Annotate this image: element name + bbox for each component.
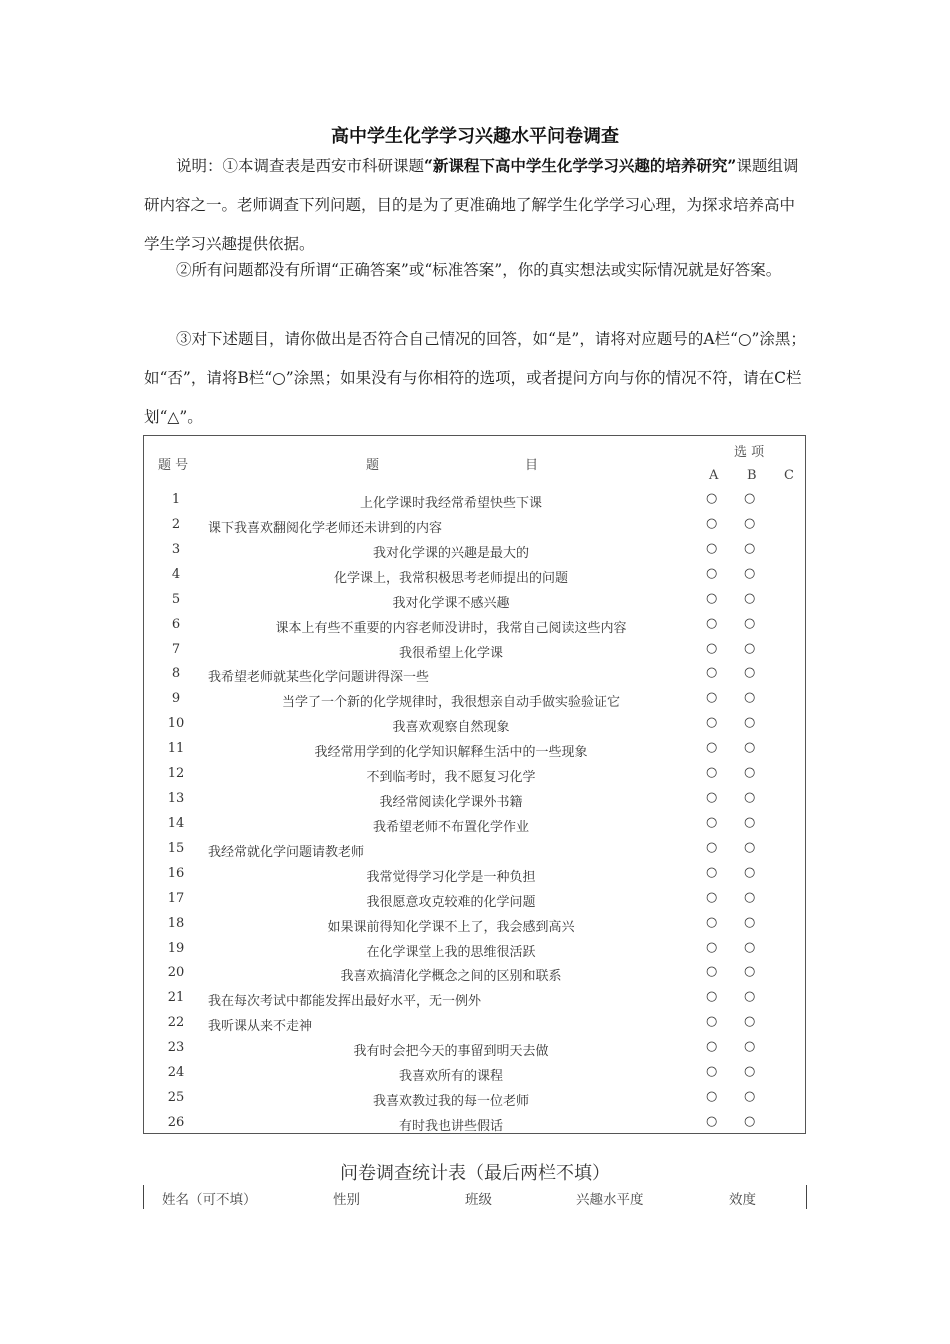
table-row: [144, 887, 805, 912]
option-b-circle[interactable]: ○: [744, 590, 756, 606]
option-a-circle[interactable]: ○: [706, 790, 718, 806]
header-question-1: 题: [366, 458, 380, 473]
header-col-c: C: [784, 468, 794, 483]
option-a-circle[interactable]: ○: [706, 740, 718, 756]
question-number: 6: [171, 616, 181, 632]
option-a-circle[interactable]: ○: [706, 615, 718, 631]
table-row: [144, 538, 805, 563]
survey-table: [143, 435, 806, 1134]
question-text: 我希望老师不布置化学作业: [372, 819, 529, 835]
option-b-circle[interactable]: ○: [744, 889, 756, 905]
instruction-2: ②所有问题都没有所谓“正确答案”或“标准答案”，你的真实想法或实际情况就是好答案。: [176, 261, 782, 279]
question-text: 我听课从来不走神: [208, 1019, 313, 1035]
question-number: 14: [167, 815, 185, 831]
question-text: 我很希望上化学课: [398, 645, 503, 661]
table-row: [144, 1086, 805, 1111]
option-b-circle[interactable]: ○: [744, 615, 756, 631]
option-a-circle[interactable]: ○: [706, 765, 718, 781]
question-number: 5: [171, 591, 181, 607]
question-text: 我喜欢所有的课程: [398, 1069, 503, 1085]
option-b-circle[interactable]: ○: [744, 690, 756, 706]
table-row: [144, 563, 805, 588]
option-a-circle[interactable]: ○: [706, 690, 718, 706]
instruction-1: [144, 146, 806, 264]
question-number: 8: [171, 666, 181, 682]
option-a-circle[interactable]: ○: [706, 491, 718, 506]
option-b-circle[interactable]: ○: [744, 790, 756, 806]
option-a-circle[interactable]: ○: [706, 864, 718, 880]
stats-col-name: 姓名（可不填）: [162, 1192, 257, 1208]
option-b-circle[interactable]: ○: [744, 665, 756, 681]
stats-col-interest: 兴趣水平度: [576, 1192, 644, 1208]
question-text: 我有时会把今天的事留到明天去做: [353, 1044, 549, 1060]
instruction-1-suffix: 课题组调研内容之一。老师调查下列问题，目的是为了更准确地了解学生化学学习心理，为探求培养高中学生学习兴趣提供依据。: [144, 157, 799, 253]
option-a-circle[interactable]: ○: [706, 1014, 718, 1030]
question-text: 我希望老师就某些化学问题讲得深一些: [208, 670, 430, 686]
option-b-circle[interactable]: ○: [744, 864, 756, 880]
question-number: 26: [167, 1115, 185, 1130]
header-col-b: B: [747, 468, 757, 483]
option-a-circle[interactable]: ○: [706, 1114, 718, 1129]
question-text: 我在每次考试中都能发挥出最好水平，无一例外: [208, 994, 482, 1010]
question-text: 我对化学课不感兴趣: [392, 595, 510, 611]
option-b-circle[interactable]: ○: [744, 740, 756, 756]
question-number: 17: [167, 890, 185, 906]
table-row: [144, 787, 805, 812]
option-a-circle[interactable]: ○: [706, 889, 718, 905]
table-row: [144, 613, 805, 638]
option-b-circle[interactable]: ○: [744, 565, 756, 581]
option-b-circle[interactable]: ○: [744, 491, 756, 506]
question-text: 我经常就化学问题请教老师: [208, 844, 365, 860]
table-row: [144, 986, 805, 1011]
option-b-circle[interactable]: ○: [744, 1089, 756, 1105]
question-number: 10: [167, 716, 185, 732]
option-b-circle[interactable]: ○: [744, 1014, 756, 1030]
table-row: [144, 1011, 805, 1036]
stats-border-right: [806, 1185, 807, 1209]
project-name: “新课程下高中学生化学学习兴趣的培养研究”: [424, 156, 737, 175]
question-text: 上化学课时我经常希望快些下课: [359, 496, 542, 511]
option-b-circle[interactable]: ○: [744, 989, 756, 1005]
instruction-3: ③对下述题目，请你做出是否符合自己情况的回答，如“是”，请将对应题号的A栏“○”涂黑；如“否”，请将B栏“○”涂黑；如果没有与你相符的选项，或者提问方向与你的情况不符，请在C栏划“△”。: [144, 330, 806, 426]
table-row: [144, 862, 805, 887]
header-options: 选 项: [734, 445, 765, 460]
question-text: 化学课上，我常积极思考老师提出的问题: [333, 570, 568, 586]
table-row: [144, 1036, 805, 1061]
option-b-circle[interactable]: ○: [744, 1064, 756, 1080]
stats-title: 问卷调查统计表（最后两栏不填）: [340, 1163, 610, 1184]
table-row: [144, 837, 805, 862]
question-number: 25: [167, 1090, 185, 1106]
question-number: 22: [167, 1015, 185, 1031]
question-number: 19: [167, 940, 185, 956]
option-a-circle[interactable]: ○: [706, 1039, 718, 1055]
option-b-circle[interactable]: ○: [744, 839, 756, 855]
option-a-circle[interactable]: ○: [706, 964, 718, 980]
option-a-circle[interactable]: ○: [706, 914, 718, 930]
question-number: 23: [167, 1040, 185, 1056]
page-title: 高中学生化学学习兴趣水平问卷调查: [331, 126, 619, 147]
option-b-circle[interactable]: ○: [744, 515, 756, 531]
option-a-circle[interactable]: ○: [706, 1064, 718, 1080]
question-text: 我喜欢搞清化学概念之间的区别和联系: [340, 969, 562, 985]
header-question-2: 目: [525, 458, 539, 473]
option-b-circle[interactable]: ○: [744, 814, 756, 830]
question-number: 24: [167, 1065, 185, 1081]
table-row: [144, 737, 805, 762]
question-text: 我对化学课的兴趣是最大的: [372, 545, 529, 561]
option-b-circle[interactable]: ○: [744, 964, 756, 980]
stats-col-validity: 效度: [729, 1192, 756, 1208]
table-row: [144, 513, 805, 538]
instruction-1-prefix: 说明：①本调查表是西安市科研课题: [176, 157, 425, 175]
option-a-circle[interactable]: ○: [706, 839, 718, 855]
option-a-circle[interactable]: ○: [706, 640, 718, 656]
option-a-circle[interactable]: ○: [706, 715, 718, 731]
question-number: 20: [167, 965, 185, 981]
question-text: 课本上有些不重要的内容老师没讲时，我常自己阅读这些内容: [275, 620, 627, 636]
question-text: 我经常用学到的化学知识解释生活中的一些现象: [314, 745, 588, 761]
option-b-circle[interactable]: ○: [744, 540, 756, 556]
question-number: 18: [167, 915, 185, 931]
option-b-circle[interactable]: ○: [744, 939, 756, 955]
question-number: 3: [171, 541, 181, 557]
stats-border-left: [143, 1185, 144, 1209]
question-number: 15: [167, 840, 185, 856]
option-a-circle[interactable]: ○: [706, 814, 718, 830]
header-col-a: A: [709, 468, 719, 483]
table-row: [144, 488, 805, 513]
question-text: 不到临考时，我不愿复习化学: [366, 770, 536, 786]
question-number: 21: [167, 990, 185, 1006]
question-number: 13: [167, 791, 185, 807]
option-a-circle[interactable]: ○: [706, 989, 718, 1005]
question-number: 2: [171, 516, 181, 532]
option-b-circle[interactable]: ○: [744, 914, 756, 930]
question-number: 11: [167, 741, 185, 757]
table-row: [144, 1111, 805, 1136]
table-row: [144, 762, 805, 787]
option-b-circle[interactable]: ○: [744, 765, 756, 781]
option-a-circle[interactable]: ○: [706, 1089, 718, 1105]
stats-col-class: 班级: [465, 1192, 492, 1208]
question-text: 我很愿意攻克较难的化学问题: [366, 894, 536, 910]
table-row: [144, 662, 805, 687]
question-text: 在化学课堂上我的思维很活跃: [366, 944, 536, 960]
question-text: 课下我喜欢翻阅化学老师还未讲到的内容: [208, 520, 443, 536]
question-number: 4: [171, 566, 181, 582]
table-row: [144, 812, 805, 837]
stats-col-gender: 性别: [333, 1192, 360, 1208]
table-row: [144, 712, 805, 737]
option-a-circle[interactable]: ○: [706, 939, 718, 955]
table-row: [144, 1061, 805, 1086]
question-number: 1: [171, 492, 181, 507]
option-b-circle[interactable]: ○: [744, 1039, 756, 1055]
question-number: 16: [167, 865, 185, 881]
table-row: [144, 687, 805, 712]
question-number: 12: [167, 766, 185, 782]
option-a-circle[interactable]: ○: [706, 540, 718, 556]
question-text: 如果课前得知化学课不上了，我会感到高兴: [327, 919, 575, 935]
option-b-circle[interactable]: ○: [744, 715, 756, 731]
header-number: 题 号: [158, 458, 189, 473]
question-text: 我喜欢教过我的每一位老师: [372, 1094, 529, 1110]
option-a-circle[interactable]: ○: [706, 565, 718, 581]
question-text: 当学了一个新的化学规律时，我很想亲自动手做实验验证它: [281, 695, 620, 711]
option-b-circle[interactable]: ○: [744, 1114, 756, 1129]
question-number: 7: [171, 641, 181, 657]
question-text: 有时我也讲些假话: [398, 1119, 503, 1134]
option-a-circle[interactable]: ○: [706, 665, 718, 681]
option-b-circle[interactable]: ○: [744, 640, 756, 656]
question-text: 我喜欢观察自然现象: [392, 720, 510, 736]
question-text: 我经常阅读化学课外书籍: [379, 795, 523, 811]
question-number: 9: [171, 691, 181, 707]
table-row: [144, 937, 805, 962]
option-a-circle[interactable]: ○: [706, 590, 718, 606]
option-a-circle[interactable]: ○: [706, 515, 718, 531]
question-text: 我常觉得学习化学是一种负担: [366, 869, 536, 885]
table-row: [144, 638, 805, 663]
table-row: [144, 588, 805, 613]
table-row: [144, 961, 805, 986]
table-row: [144, 912, 805, 937]
